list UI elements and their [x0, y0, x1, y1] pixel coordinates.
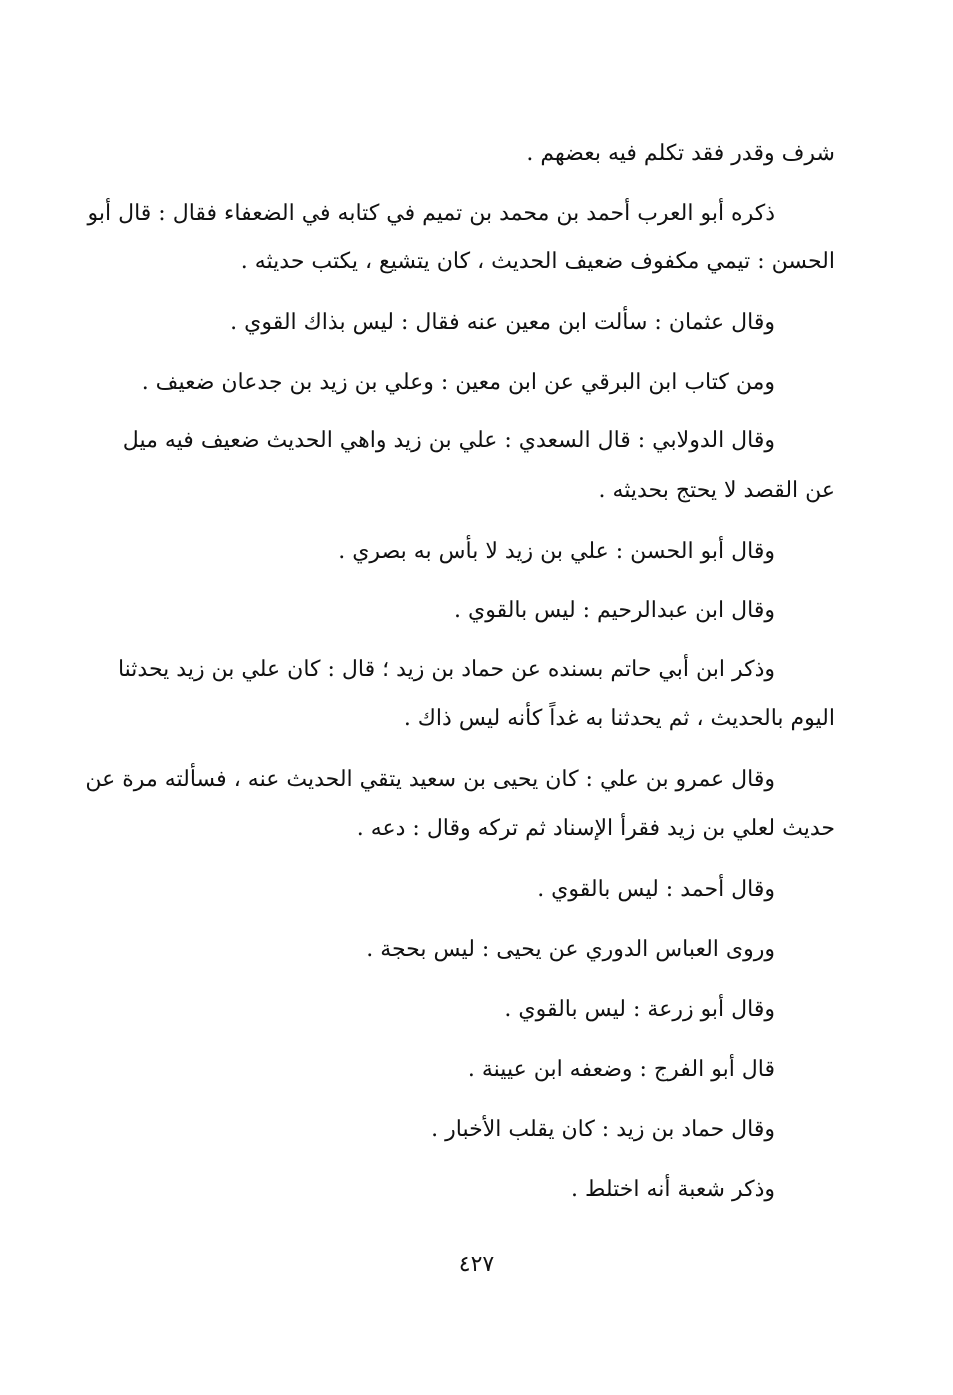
text-line-17: قال أبو الفرج : وضعفه ابن عيينة .: [467, 1057, 775, 1082]
text-line-6: وقال الدولابي : قال السعدي : علي بن زيد واهي الحديث ضعيف فيه ميل: [122, 428, 775, 453]
text-line-1: شرف وقدر فقد تكلم فيه بعضهم .: [526, 141, 835, 166]
text-line-15: وروى العباس الدوري عن يحيى : ليس بحجة .: [366, 937, 775, 962]
text-line-10: وذكر ابن أبي حاتم بسنده عن حماد بن زيد ؛ قال : كان علي بن زيد يحدثنا: [117, 657, 775, 682]
text-line-18: وقال حماد بن زيد : كان يقلب الأخبار .: [431, 1117, 775, 1142]
page-number: ٤٢٧: [458, 1252, 495, 1277]
text-line-13: حديث لعلي بن زيد فقرأ الإسناد ثم تركه وقال : دعه .: [356, 816, 835, 841]
text-line-7: عن القصد لا يحتج بحديثه .: [598, 478, 835, 503]
text-line-14: وقال أحمد : ليس بالقوي .: [537, 877, 775, 902]
text-line-11: اليوم بالحديث ، ثم يحدثنا به غداً كأنه ليس ذاك .: [403, 706, 835, 731]
text-line-16: وقال أبو زرعة : ليس بالقوي .: [504, 997, 775, 1022]
text-line-8: وقال أبو الحسن : علي بن زيد لا بأس به بصري .: [338, 539, 775, 564]
text-line-12: وقال عمرو بن علي : كان يحيى بن سعيد يتقي الحديث عنه ، فسألته مرة عن: [85, 767, 775, 792]
text-line-19: وذكر شعبة أنه اختلط .: [570, 1177, 775, 1202]
text-line-4: وقال عثمان : سألت ابن معين عنه فقال : ليس بذاك القوي .: [230, 310, 775, 335]
text-line-9: وقال ابن عبدالرحيم : ليس بالقوي .: [454, 598, 775, 623]
text-line-3: الحسن : تيمي مكفوف ضعيف الحديث ، كان يتشيع ، يكتب حديثه .: [240, 249, 835, 274]
text-line-2: ذكره أبو العرب أحمد بن محمد بن تميم في كتابه في الضعفاء فقال : قال أبو: [87, 201, 775, 226]
text-line-5: ومن كتاب ابن البرقي عن ابن معين : وعلي بن زيد بن جدعان ضعيف .: [141, 370, 775, 395]
